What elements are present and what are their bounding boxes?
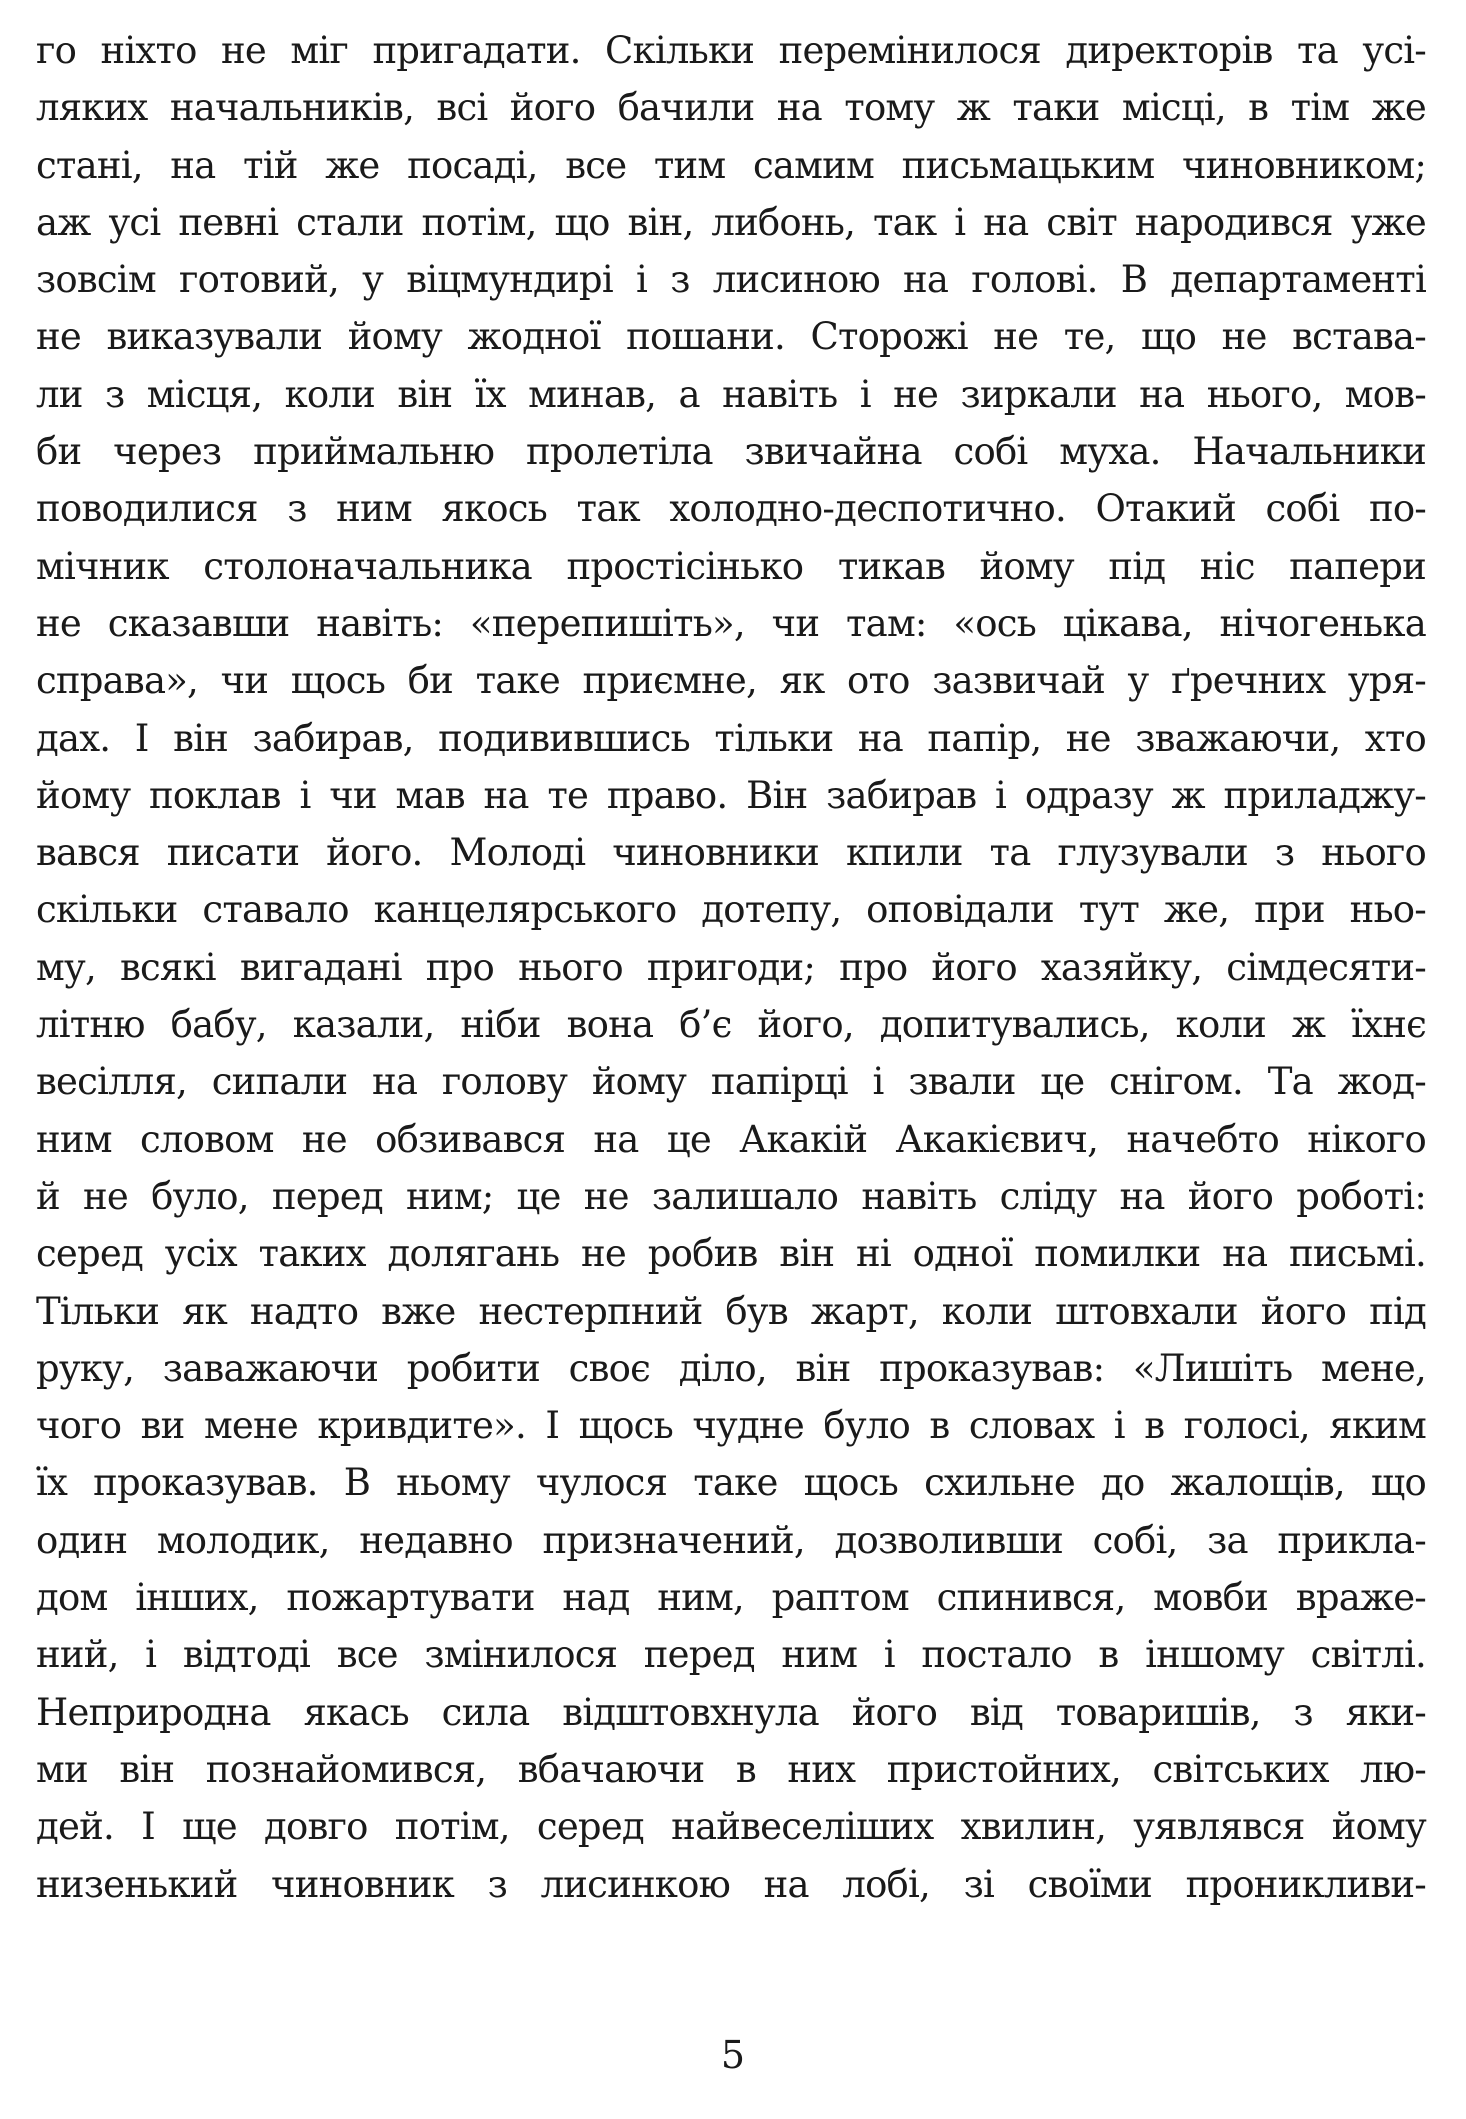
- text-line: й не було, перед ним; це не залишало навіть сліду на його роботі:: [36, 1174, 1426, 1218]
- text-line: поводилися з ним якось так холодно-деспотично. Отакий собі по-: [36, 487, 1426, 531]
- text-line: один молодик, недавно призначений, дозволивши собі, за прикла-: [36, 1518, 1426, 1562]
- text-line: зовсім готовий, у віцмундирі і з лисиною на голові. В департаменті: [36, 258, 1426, 302]
- text-line: йому поклав і чи мав на те право. Він забирав і одразу ж приладжу-: [36, 773, 1426, 817]
- text-line: не виказували йому жодної пошани. Сторожі не те, що не встава-: [36, 315, 1426, 359]
- text-line: би через приймальню пролетіла звичайна собі муха. Начальники: [36, 430, 1426, 474]
- text-line: їх проказував. В ньому чулося таке щось схильне до жалощів, що: [36, 1461, 1426, 1505]
- text-line: скільки ставало канцелярського дотепу, оповідали тут же, при ньо-: [36, 888, 1426, 932]
- text-line: справа», чи щось би таке приємне, як ото зазвичай у ґречних уря-: [36, 659, 1426, 703]
- text-line: дом інших, пожартувати над ним, раптом спинився, мовби враже-: [36, 1576, 1426, 1620]
- text-line: дах. І він забирав, подивившись тільки на папір, не зважаючи, хто: [36, 716, 1426, 760]
- text-line: дей. І ще довго потім, серед найвеселіших хвилин, уявлявся йому: [36, 1805, 1426, 1849]
- text-line: Неприродна якась сила відштовхнула його від товаришів, з яки-: [36, 1690, 1426, 1734]
- text-line: аж усі певні стали потім, що він, либонь, так і на світ народився уже: [36, 200, 1426, 244]
- text-line: мічник столоначальника простісінько тикав йому під ніс папери: [36, 544, 1426, 588]
- text-line: Тільки як надто вже нестерпний був жарт, коли штовхали його під: [36, 1289, 1426, 1333]
- text-line: низенький чиновник з лисинкою на лобі, зі своїми проникливи-: [36, 1862, 1426, 1906]
- text-line: му, всякі вигадані про нього пригоди; про його хазяйку, сімдесяти-: [36, 945, 1426, 989]
- page-number: 5: [720, 2033, 746, 2077]
- text-line: літню бабу, казали, ніби вона б’є його, допитувались, коли ж їхнє: [36, 1003, 1426, 1047]
- text-line: ли з місця, коли він їх минав, а навіть і не зиркали на нього, мов-: [36, 372, 1426, 416]
- text-line: го ніхто не міг пригадати. Скільки перемінилося директорів та усі-: [36, 29, 1426, 72]
- text-line: серед усіх таких долягань не робив він ні одної помилки на письмі.: [36, 1232, 1426, 1276]
- text-line: чого ви мене кривдите». І щось чудне було в словах і в голосі, яким: [36, 1404, 1426, 1448]
- text-line: ним словом не обзивався на це Акакій Акакієвич, начебто нікого: [36, 1117, 1426, 1161]
- text-line: ляких начальників, всі його бачили на тому ж таки місці, в тім же: [36, 86, 1426, 130]
- text-line: ми він познайомився, вбачаючи в них пристойних, світських лю-: [36, 1747, 1426, 1791]
- text-line: не сказавши навіть: «перепишіть», чи там: «ось цікава, нічогенька: [36, 601, 1426, 645]
- text-line: вався писати його. Молоді чиновники кпили та глузували з нього: [36, 831, 1426, 875]
- text-line: стані, на тій же посаді, все тим самим письмацьким чиновником;: [36, 143, 1426, 187]
- body-text: [36, 22, 1426, 1913]
- text-line: ний, і відтоді все змінилося перед ним і постало в іншому світлі.: [36, 1633, 1426, 1677]
- text-line: руку, заважаючи робити своє діло, він проказував: «Лишіть мене,: [36, 1346, 1426, 1390]
- text-line: весілля, сипали на голову йому папірці і звали це снігом. Та жод-: [36, 1060, 1426, 1104]
